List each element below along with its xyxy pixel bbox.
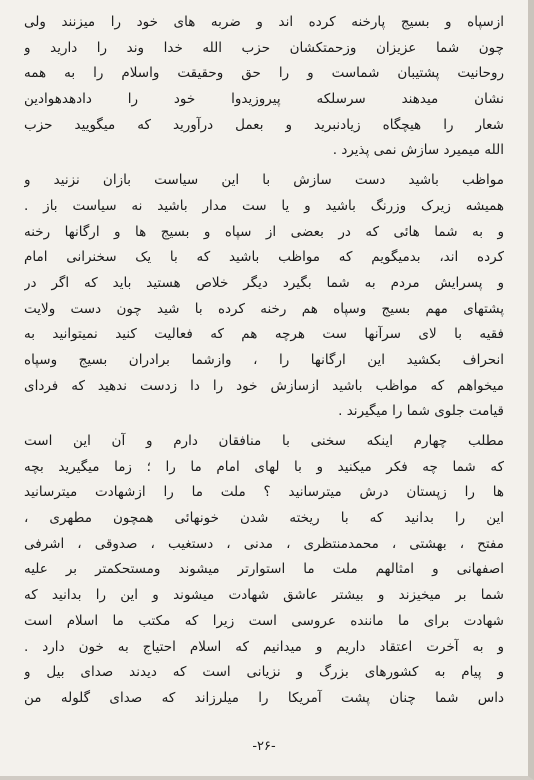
text-line: انحراف بکشید این ارگانها را ، وازشما برادران بسیج وسپاه bbox=[24, 351, 504, 368]
text-line: و به شما هائی که در بعضی از سپاه و بسیج ها و ارگانها رخنه bbox=[24, 223, 504, 240]
text-line: کرده اند، بدمیگویم که مواظب باشید که با یک سخنرانی امام bbox=[24, 249, 504, 266]
text-line: فقیه با لای سرآنها ست هرچه هم که فعالیت کنید نمیتوانید به bbox=[24, 326, 504, 343]
text-line: چون شما عزیزان وزحمتکشان حزب الله خدا وند را دارید و bbox=[24, 39, 504, 56]
text-line: روحانیت پشتیبان شماست و را حق وحقیقت واسلام را به همه bbox=[24, 65, 504, 82]
text-line: شما بر میخیزند و بیشتر عاشق شهادت میشوند و این را بدانید که bbox=[24, 587, 504, 604]
text-line: قیامت جلوی شما را میگیرند . bbox=[338, 403, 504, 420]
text-line: این را بدانید که با ریخته شدن خونهائی همچون مطهری ، bbox=[24, 510, 504, 527]
text-line: میخواهم که مواظب باشید ازسازش خود را دا زدست ندهید که فردای bbox=[24, 377, 504, 394]
text-line: ها را زپستان درش میترسانید ؟ ملت ما را ازشهادت میترسانید bbox=[24, 484, 504, 501]
text-line: ازسپاه و بسیج پارخنه کرده اند و ضربه های خود را میزنند ولی bbox=[24, 14, 504, 30]
text-line: داس شما چنان پشت آمریکا را میلرزاند که صدای گلوله من bbox=[24, 689, 504, 706]
text-line: و به آخرت اعتقاد داریم و میدانیم که اسلام احتیاج به خون دارد . bbox=[24, 638, 504, 655]
text-body bbox=[24, 10, 504, 712]
text-line: شعار را هیچگاه زیادنبرید و بعمل درآورید که میگویید حزب bbox=[24, 116, 504, 133]
text-line: همیشه زیرک وزرنگ باشید و یا ست مدار باشید نه سیاست باز . bbox=[24, 197, 504, 214]
text-line: شهادت برای ما ماننده عروسی است زیرا که مکتب ما اسلام است bbox=[24, 612, 504, 629]
text-line: پشتهای مهم بسیج وسپاه هم رخنه کرده با شید چون دست ولایت bbox=[24, 300, 504, 317]
paragraph-3 bbox=[24, 429, 504, 712]
text-line: اصفهانی و امثالهم ملت ما استوارتر میشوند ومستحکمتر بر علیه bbox=[24, 561, 504, 578]
text-line: الله میمیرد سازش نمی پذیرد . bbox=[332, 142, 504, 159]
text-line: و پسرایش مردم به شما بگیرد دیگر خلاص هستید باید که اگر در bbox=[24, 274, 504, 291]
text-line: نشان میدهند سرسلکه پیروزیدوا خود را دادهدهوادین bbox=[24, 91, 504, 108]
text-line: و پیام به کشورهای بزرگ و نزیانی است که دیدند صدای بیل و bbox=[24, 664, 504, 681]
text-line: مفتح ، بهشتی ، محمدمنتظری ، مدنی ، دستغیب ، صدوقی ، اشرفی bbox=[24, 535, 504, 552]
text-line: مطلب چهارم اینکه سخنی با منافقان دارم و آن این است bbox=[24, 433, 504, 449]
text-line: مواظب باشید دست سازش با این سیاست بازان نزنید و bbox=[24, 172, 504, 189]
text-line: که شما چه فکر میکنید و با لهای امام ما را ؛ زما میگیرید بچه bbox=[24, 458, 504, 475]
page-number: -۲۶- bbox=[252, 739, 276, 754]
paragraph-2 bbox=[24, 168, 504, 425]
paragraph-1 bbox=[24, 10, 504, 164]
